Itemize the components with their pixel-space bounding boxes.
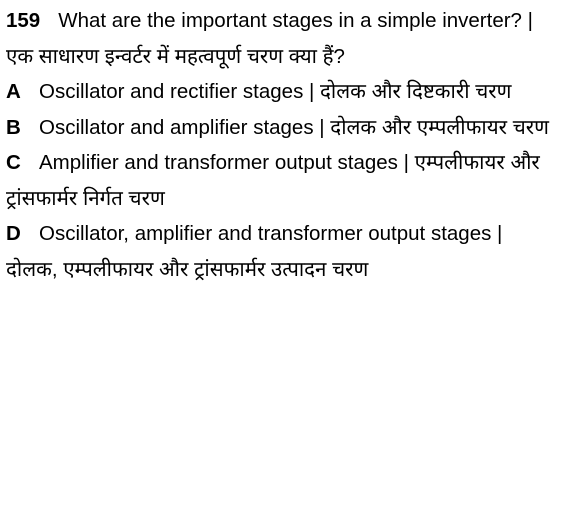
question-text: What are the important stages in a simple inverter? | एक साधारण इन्वर्टर में महत्वपूर्ण चरण क्या हैं?	[6, 9, 533, 68]
question	[6, 3, 558, 74]
option-text: Oscillator and rectifier stages | दोलक और दिष्टकारी चरण	[39, 80, 512, 103]
option-a	[6, 74, 558, 110]
option-text: Amplifier and transformer output stages | एम्पलीफायर और ट्रांसफार्मर निर्गत चरण	[6, 151, 540, 210]
option-letter: B	[6, 115, 21, 139]
option-letter: A	[6, 80, 21, 103]
option-d	[6, 216, 558, 287]
option-text: Oscillator and amplifier stages | दोलक और एम्पलीफायर चरण	[39, 115, 549, 139]
question-card	[6, 3, 558, 287]
option-letter: C	[6, 151, 21, 174]
question-number: 159	[6, 9, 41, 32]
option-text: Oscillator, amplifier and transformer output stages | दोलक, एम्पलीफायर और ट्रांसफार्मर उत्पादन चरण	[6, 222, 503, 281]
option-c	[6, 145, 558, 216]
option-letter: D	[6, 222, 21, 245]
option-b	[6, 110, 558, 146]
